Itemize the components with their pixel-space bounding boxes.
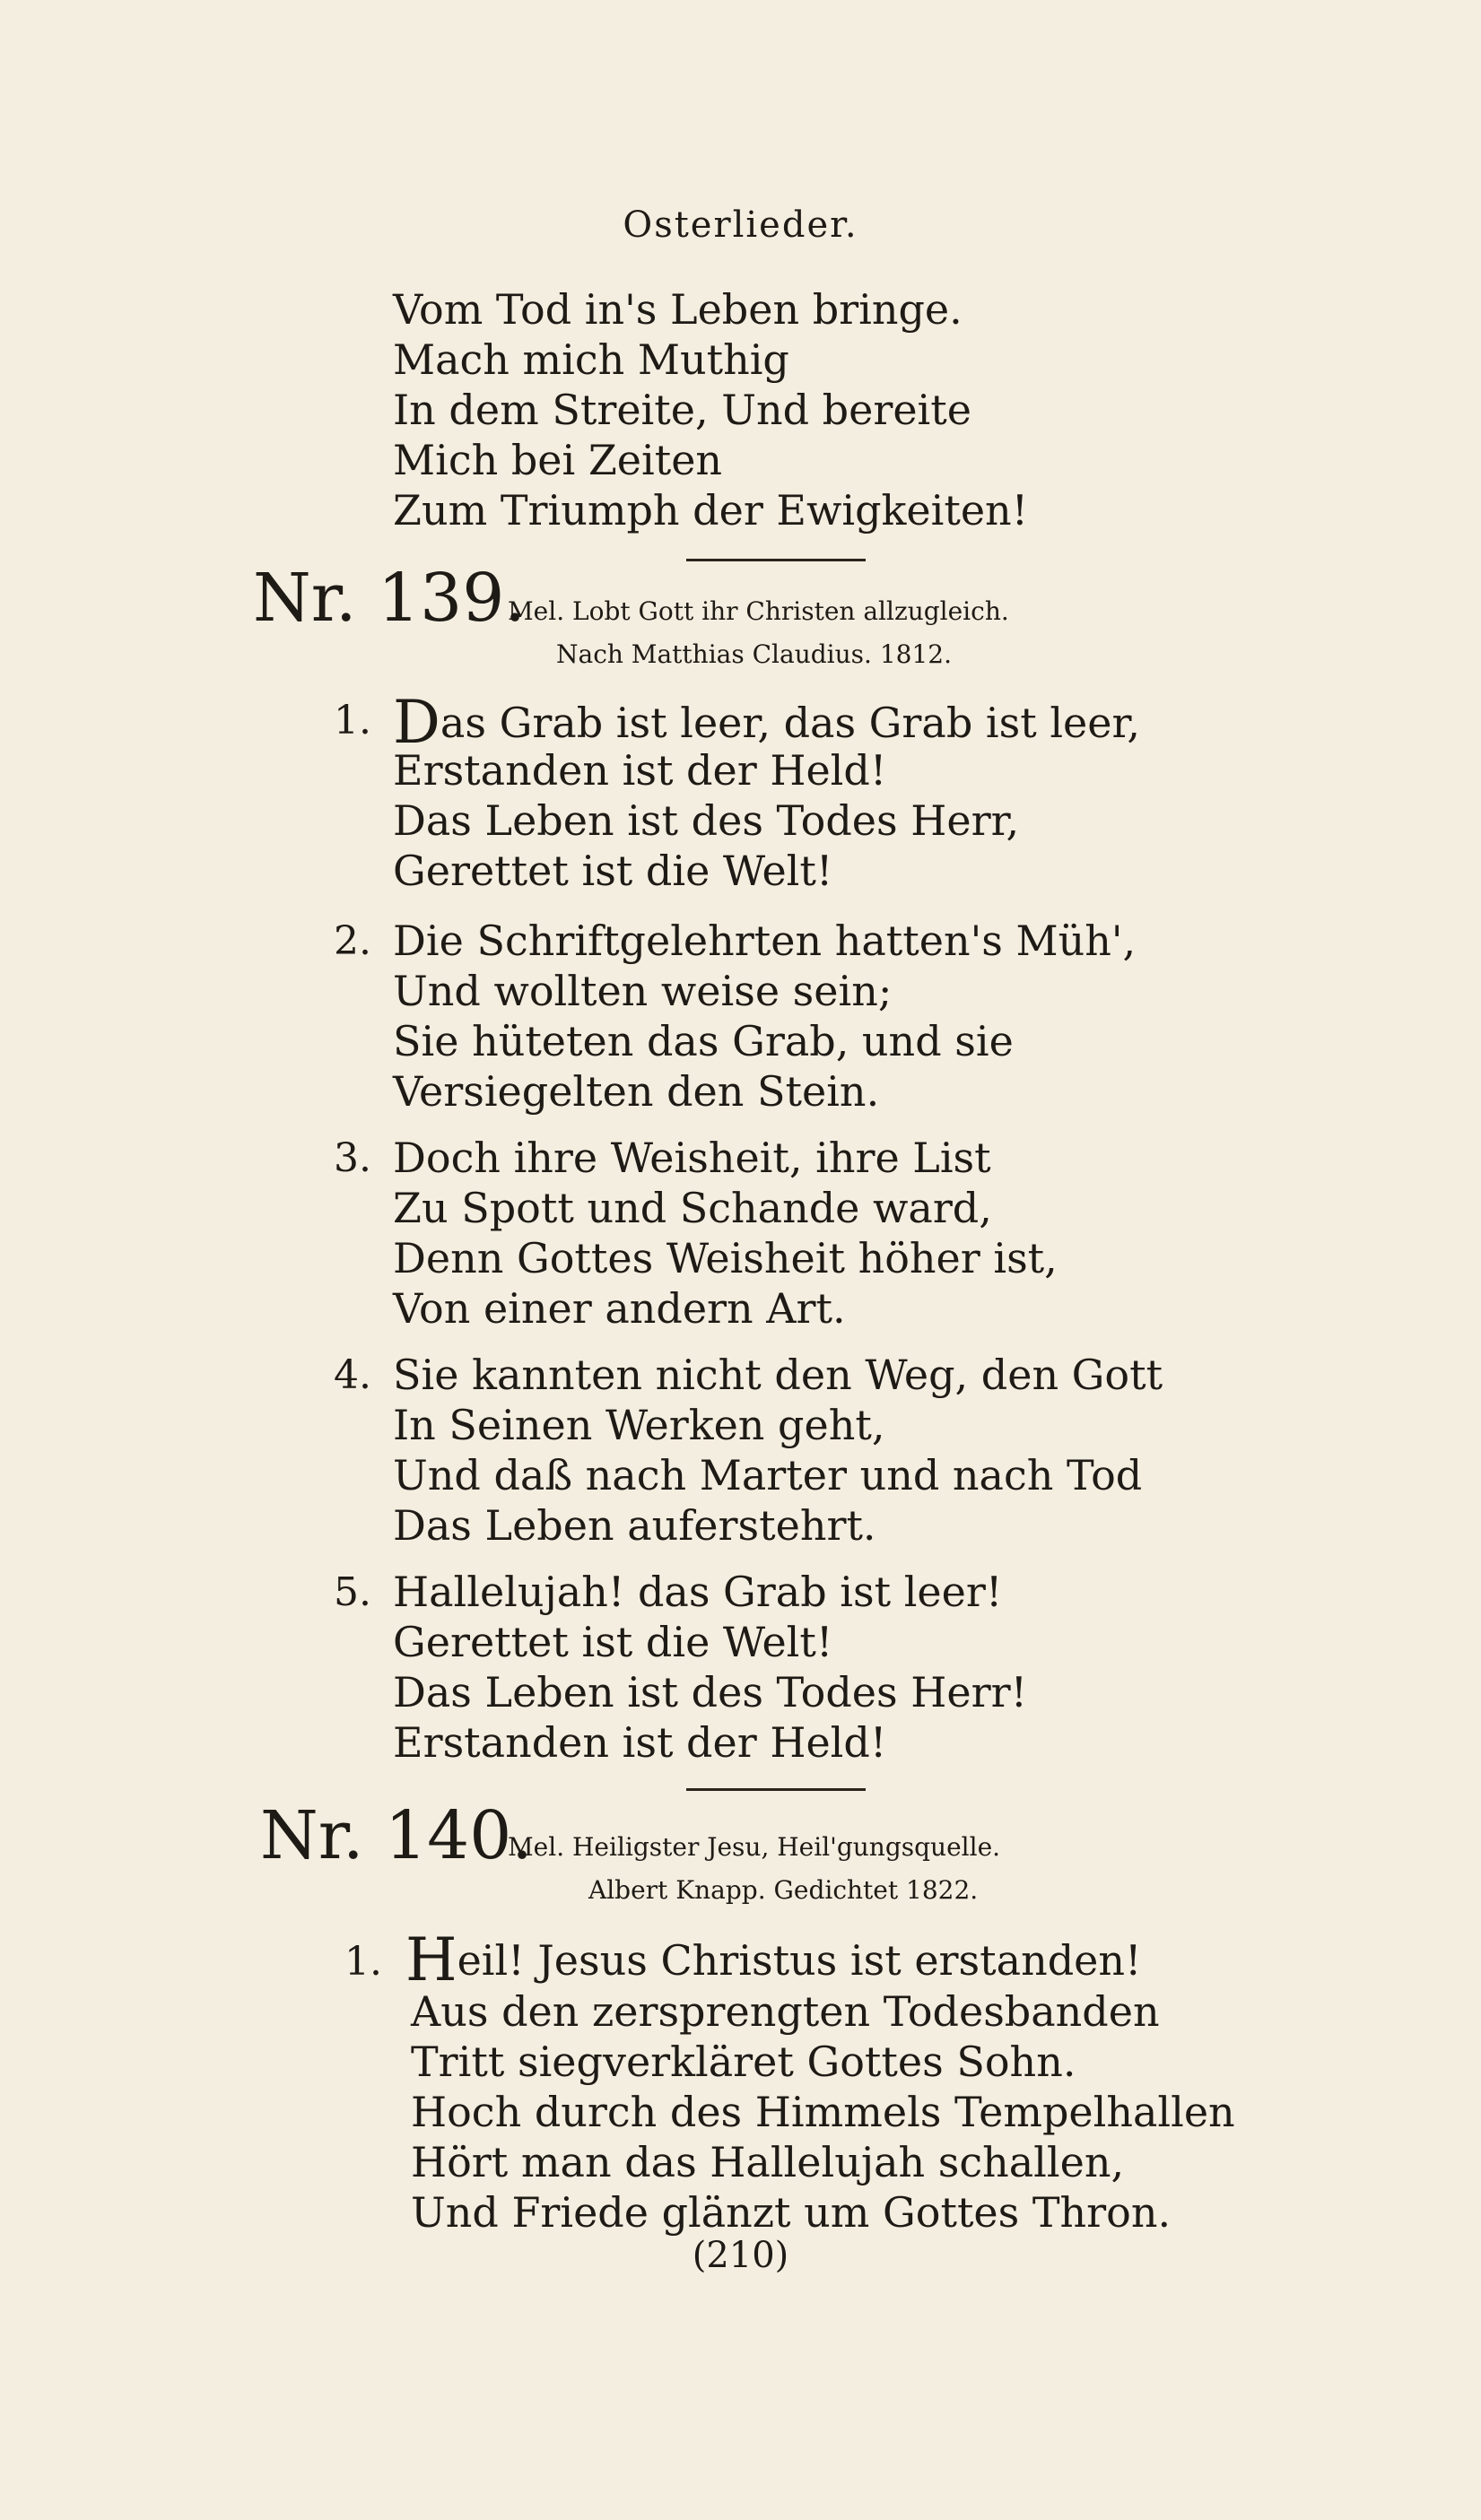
verse-line: Gerettet ist die Welt!: [393, 847, 833, 895]
verse-line: Zu Spott und Schande ward,: [393, 1184, 992, 1232]
verse-line: Aus den zersprengten Todesbanden: [411, 1987, 1160, 2036]
verse-line: Erstanden ist der Held!: [393, 1718, 887, 1767]
verse-line: Und wollten weise sein;: [393, 967, 893, 1015]
verse-line: Versiegelten den Stein.: [393, 1067, 880, 1116]
verse-first-line: Das Grab ist leer, das Grab ist leer,: [393, 688, 1141, 757]
verse-line: Und Friede glänzt um Gottes Thron.: [411, 2188, 1172, 2237]
hymn-139-number: Nr. 139.: [253, 560, 526, 637]
hymn-140-melody: Mel. Heiligster Jesu, Heil'gungsquelle.: [508, 1832, 1001, 1862]
verse-line: Erstanden ist der Held!: [393, 746, 887, 795]
verse-number: 2.: [334, 918, 371, 964]
verse-first-line: Die Schriftgelehrten hatten's Müh',: [393, 917, 1137, 965]
verse-first-line: Sie kannten nicht den Weg, den Gott: [393, 1351, 1163, 1399]
verse-line: Das Leben ist des Todes Herr,: [393, 796, 1020, 845]
verse-first-line: Doch ihre Weisheit, ihre List: [393, 1134, 991, 1182]
continuation-line: Vom Tod in's Leben bringe.: [393, 285, 963, 334]
continuation-line: Zum Triumph der Ewigkeiten!: [393, 486, 1029, 534]
verse-first-line: Heil! Jesus Christus ist erstanden!: [405, 1925, 1142, 1994]
verse-line: Sie hüteten das Grab, und sie: [393, 1017, 1014, 1065]
divider-rule: [686, 559, 866, 561]
verse-number: 5.: [334, 1569, 371, 1615]
verse-number: 3.: [334, 1135, 371, 1181]
drop-cap: H: [405, 1925, 457, 1994]
continuation-line: Mach mich Muthig: [393, 335, 789, 384]
verse-line: Von einer andern Art.: [393, 1284, 846, 1333]
continuation-line: In dem Streite, Und bereite: [393, 386, 971, 434]
page-number: (210): [692, 2235, 789, 2276]
hymn-140-author: Albert Knapp. Gedichtet 1822.: [588, 1875, 979, 1905]
verse-line: Tritt siegverkläret Gottes Sohn.: [411, 2038, 1076, 2086]
hymn-139-melody: Mel. Lobt Gott ihr Christen allzugleich.: [508, 596, 1009, 626]
verse-line: Hört man das Hallelujah schallen,: [411, 2138, 1125, 2186]
verse-line: In Seinen Werken geht,: [393, 1401, 885, 1449]
verse-line: Das Leben ist des Todes Herr!: [393, 1668, 1028, 1716]
verse-line: Denn Gottes Weisheit höher ist,: [393, 1234, 1058, 1282]
verse-number: 4.: [334, 1352, 371, 1398]
verse-line: Hoch durch des Himmels Tempelhallen: [411, 2088, 1235, 2136]
verse-line: Gerettet ist die Welt!: [393, 1618, 833, 1666]
verse-first-line: Hallelujah! das Grab ist leer!: [393, 1568, 1003, 1616]
continuation-line: Mich bei Zeiten: [393, 436, 723, 484]
verse-line: Das Leben auferstehrt.: [393, 1501, 876, 1550]
hymn-139-author: Nach Matthias Claudius. 1812.: [556, 639, 952, 669]
hymn-140-number: Nr. 140.: [260, 1797, 533, 1874]
verse-number: 1.: [334, 698, 371, 743]
divider-rule: [686, 1788, 866, 1791]
verse-number: 1.: [344, 1939, 382, 1985]
verse-line: Und daß nach Marter und nach Tod: [393, 1451, 1143, 1499]
running-header: Osterlieder.: [623, 204, 858, 246]
drop-cap: D: [393, 688, 440, 757]
